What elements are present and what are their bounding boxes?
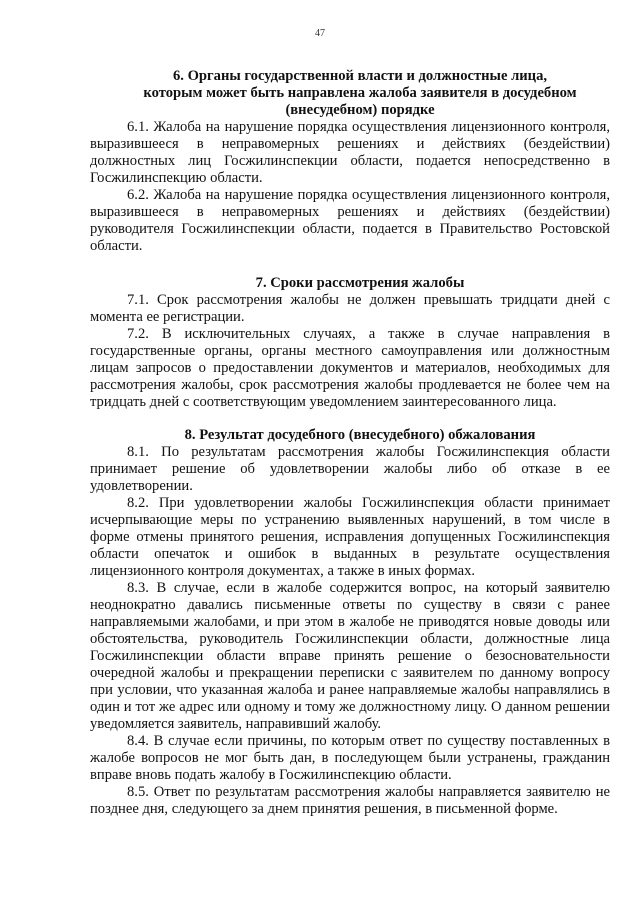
section-6-heading-line-2: которым может быть направлена жалоба заявителя в досудебном	[143, 85, 577, 101]
section-6-heading-line-3: (внесудебном) порядке	[285, 102, 435, 118]
paragraph-7-2: 7.2. В исключительных случаях, а также в случае направления в государственные органы, органы местного самоуправления или должностным лицам запросов о предоставлении документов и материалов, необходимых для рассмотрения жалобы, срок рассмотрения жалобы продлевается не более чем на тридцать дней с соответствующим уведомлением заинтересованного лица.	[90, 326, 610, 410]
section-6-heading-line-1: 6. Органы государственной власти и должностные лица,	[172, 68, 548, 84]
paragraph-8-3: 8.3. В случае, если в жалобе содержится вопрос, на который заявителю неоднократно давались письменные ответы по существу в связи с ранее направляемыми жалобами, и при этом в жалобе не приводятся новые доводы или обстоятельства, руководитель Госжилинспекции области, должностные лица Госжилинспекции области вправе принять решение о безосновательности очередной жалобы и прекращении переписки с заявителем по данному вопросу при условии, что указанная жалоба и ранее направляемые жалобы направлялись в один и тот же адрес или одному и тому же должностному лицу. О данном решении уведомляется заявитель, направивший жалобу.	[90, 580, 610, 732]
section-8-heading-line-1: 8. Результат досудебного (внесудебного) обжалования	[184, 427, 536, 443]
paragraph-8-4: 8.4. В случае если причины, по которым ответ по существу поставленных в жалобе вопросов не мог быть дан, в последующем были устранены, гражданин вправе вновь подать жалобу в Госжилинспекцию области.	[90, 733, 610, 783]
document-body	[90, 68, 610, 818]
section-7-heading-line-1: 7. Сроки рассмотрения жалобы	[255, 275, 465, 291]
section-7-heading	[90, 275, 610, 292]
paragraph-6-1: 6.1. Жалоба на нарушение порядка осуществления лицензионного контроля, выразившееся в неправомерных решениях и действиях (бездействии) должностных лиц Госжилинспекции области, подается непосредственно в Госжилинспекцию области.	[90, 119, 610, 186]
page-number: 47	[315, 28, 325, 39]
paragraph-8-2: 8.2. При удовлетворении жалобы Госжилинспекция области принимает исчерпывающие меры по устранению выявленных нарушений, в том числе в форме отмены принятого решения, исправления допущенных Госжилинспекция области опечаток и ошибок в выданных в результате осуществления лицензионного контроля документах, а также в иных формах.	[90, 495, 610, 579]
paragraph-7-1: 7.1. Срок рассмотрения жалобы не должен превышать тридцати дней с момента ее регистрации.	[90, 292, 610, 325]
paragraph-8-5: 8.5. Ответ по результатам рассмотрения жалобы направляется заявителю не позднее дня, следующего за днем принятия решения, в письменной форме.	[90, 784, 610, 817]
section-6-heading	[90, 68, 610, 119]
section-8-heading	[90, 427, 610, 444]
paragraph-6-2: 6.2. Жалоба на нарушение порядка осуществления лицензионного контроля, выразившееся в неправомерных решениях и действиях (бездействии) руководителя Госжилинспекции области, подается в Правительство Ростовской области.	[90, 187, 610, 254]
paragraph-8-1: 8.1. По результатам рассмотрения жалобы Госжилинспекция области принимает решение об удовлетворении жалобы либо об отказе в ее удовлетворении.	[90, 444, 610, 494]
